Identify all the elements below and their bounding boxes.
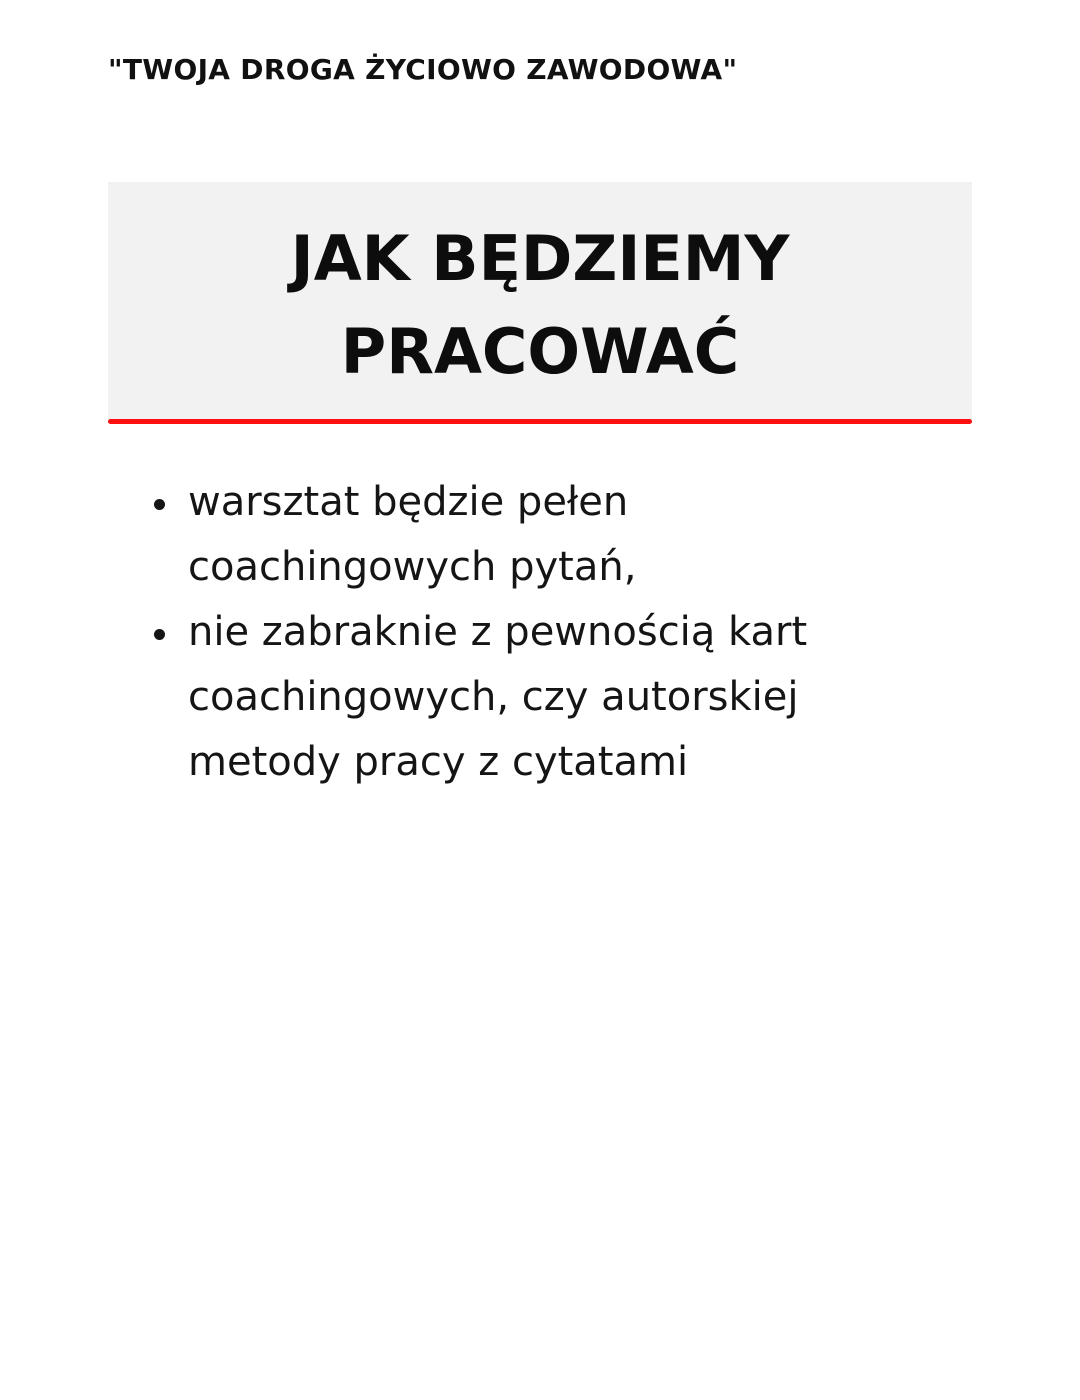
- document-subtitle: "TWOJA DROGA ŻYCIOWO ZAWODOWA": [108, 53, 738, 86]
- page-title: [108, 212, 972, 398]
- bullet-icon: [154, 499, 165, 510]
- list-item: [108, 470, 908, 600]
- title-box: [108, 182, 972, 420]
- bullet-icon: [154, 629, 165, 640]
- list-item-line: coachingowych, czy autorskiej: [188, 674, 799, 720]
- page-title-line-1: JAK BĘDZIEMY: [290, 222, 790, 295]
- list-item: [108, 600, 908, 795]
- list-item-line: metody pracy z cytatami: [188, 739, 689, 785]
- page-title-line-2: PRACOWAĆ: [340, 315, 740, 388]
- list-item-line: warsztat będzie pełen: [188, 479, 629, 525]
- list-item-line: coachingowych pytań,: [188, 544, 637, 590]
- list-item-line: nie zabraknie z pewnością kart: [188, 609, 808, 655]
- title-underline-divider: [108, 419, 972, 424]
- bullet-list: [108, 470, 908, 795]
